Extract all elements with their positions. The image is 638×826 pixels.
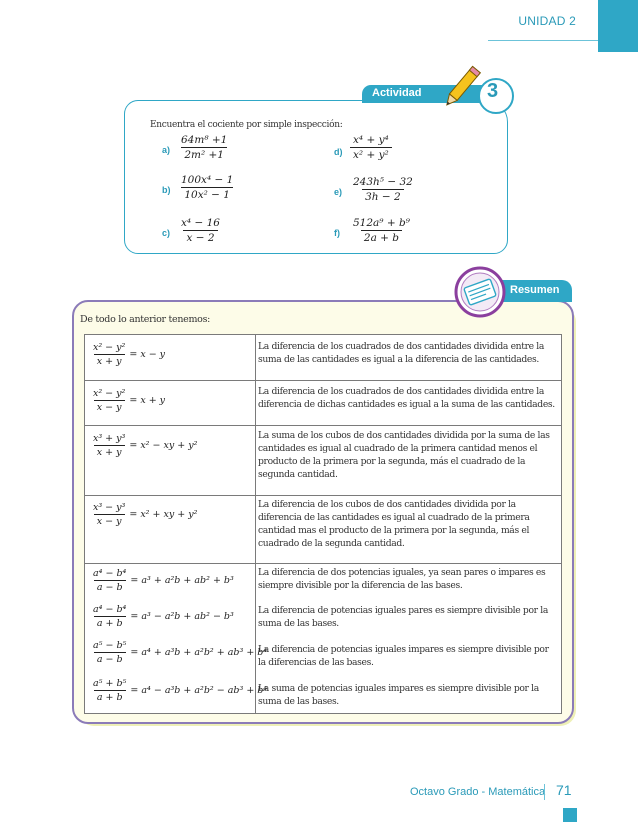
exercise-c-numerator: x⁴ − 16 [181, 217, 220, 229]
exercise-f-label: f) [334, 228, 340, 238]
row-2-result: = x + y [129, 395, 166, 406]
row-5-result: = a³ + a²b + ab² + b³ [130, 575, 234, 586]
row-3-denominator: x + y [94, 445, 125, 458]
summary-notes-icon [454, 266, 506, 318]
exercise-c-denominator: x − 2 [183, 230, 217, 244]
row-7-result: = a⁴ + a³b + a²b² + ab³ + b⁴ [130, 647, 268, 658]
table-divider [85, 563, 561, 564]
row-1-description: La diferencia de los cuadrados de dos cantidades dividida entre la suma de las cantidades es igual a la diferencia de las cantidades. [258, 341, 544, 365]
exercise-f-fraction [350, 217, 413, 244]
row-3-result: = x² − xy + y² [129, 440, 198, 451]
row-7-denominator: a − b [94, 652, 126, 665]
row-7-description: La diferencia de potencias iguales impares es siempre divisible por la diferencias de las bases. [258, 644, 549, 668]
row-5-numerator: a⁴ − b⁴ [93, 568, 127, 579]
exercise-c-label: c) [162, 228, 171, 238]
row-7-numerator: a⁵ − b⁵ [93, 640, 127, 651]
row-7-fraction [90, 640, 129, 665]
activity-number: 3 [487, 80, 499, 102]
table-divider [85, 495, 561, 496]
exercise-e-denominator: 3h − 2 [362, 189, 404, 203]
row-5-fraction [90, 568, 129, 593]
exercise-d-label: d) [334, 147, 343, 157]
table-divider [85, 380, 561, 381]
row-2-description: La diferencia de los cuadrados de dos cantidades dividida entre la diferencia de dichas cantidades es igual a la suma de las cantidades. [258, 386, 555, 410]
exercise-b-label: b) [162, 185, 171, 195]
exercise-f-denominator: 2a + b [361, 230, 402, 244]
row-3-fraction [90, 433, 128, 458]
exercise-b-numerator: 100x⁴ − 1 [181, 174, 234, 186]
table-row [90, 502, 197, 527]
row-2-fraction [90, 388, 128, 413]
unit-title: UNIDAD 2 [518, 14, 576, 28]
exercise-e-label: e) [334, 187, 343, 197]
table-row [90, 640, 267, 665]
summary-label: Resumen [510, 284, 560, 296]
table-row [90, 568, 234, 593]
row-1-numerator: x² − y² [93, 342, 126, 353]
row-8-denominator: a + b [94, 690, 126, 703]
table-row [90, 342, 165, 367]
exercise-d-fraction [350, 134, 392, 161]
row-3-numerator: x³ + y³ [93, 433, 126, 444]
exercise-d-numerator: x⁴ + y⁴ [353, 134, 389, 146]
exercise-a-label: a) [162, 145, 171, 155]
row-6-fraction [90, 604, 129, 629]
row-1-result: = x − y [129, 349, 166, 360]
row-4-description: La diferencia de los cubos de dos cantidades dividida por la diferencia de las cantidades es igual al cuadrado de la primera cantidad mas el producto de la primera por la segunda, más el cuadrado de la segunda cantidad. [258, 499, 530, 549]
row-6-result: = a³ − a²b + ab² − b³ [130, 611, 234, 622]
row-8-numerator: a⁵ + b⁵ [93, 678, 127, 689]
row-4-fraction [90, 502, 128, 527]
exercise-a-numerator: 64m⁸ +1 [181, 134, 228, 146]
exercise-e-fraction [350, 176, 416, 203]
corner-block [598, 0, 638, 52]
row-4-result: = x² + xy + y² [129, 509, 198, 520]
row-4-denominator: x − y [94, 514, 125, 527]
row-3-description: La suma de los cubos de dos cantidades dividida por la suma de las cantidades es igual al cuadrado de la primera cantidad menos el producto de la primera por la segunda, más el cuadrado de la segunda cantidad. [258, 430, 550, 480]
row-6-denominator: a + b [94, 616, 126, 629]
summary-intro: De todo lo anterior tenemos: [80, 314, 211, 325]
row-8-description: La suma de potencias iguales impares es siempre divisible por la suma de las bases. [258, 683, 539, 707]
page-number: 71 [556, 782, 572, 798]
row-5-denominator: a − b [94, 580, 126, 593]
row-6-numerator: a⁴ − b⁴ [93, 604, 127, 615]
table-divider [85, 425, 561, 426]
header-rule [488, 40, 600, 41]
table-row [90, 433, 197, 458]
row-4-numerator: x³ − y³ [93, 502, 126, 513]
table-row [90, 678, 267, 703]
footer-square [563, 808, 577, 822]
exercise-a-fraction [178, 134, 230, 161]
row-8-result: = a⁴ − a³b + a²b² − ab³ + b⁴ [130, 685, 268, 696]
row-2-numerator: x² − y² [93, 388, 126, 399]
exercise-d-denominator: x² + y² [350, 147, 392, 161]
exercise-f-numerator: 512a⁹ + b⁹ [353, 217, 410, 229]
footer-divider [544, 784, 545, 800]
row-1-fraction [90, 342, 128, 367]
row-2-denominator: x − y [94, 400, 125, 413]
exercise-a-denominator: 2m² +1 [181, 147, 227, 161]
row-5-description: La diferencia de dos potencias iguales, ya sean pares o impares es siempre divisible por la diferencia de las bases. [258, 567, 546, 591]
activity-label: Actividad [372, 87, 422, 99]
exercise-b-denominator: 10x² − 1 [181, 187, 233, 201]
row-1-denominator: x + y [94, 354, 125, 367]
row-6-description: La diferencia de potencias iguales pares es siempre divisible por la suma de las bases. [258, 605, 548, 629]
pencil-icon [440, 62, 482, 114]
exercise-b-fraction [178, 174, 236, 201]
activity-instruction: Encuentra el cociente por simple inspección: [150, 120, 343, 130]
footer-text: Octavo Grado - Matemática [410, 786, 546, 798]
table-row [90, 388, 165, 413]
exercise-e-numerator: 243h⁵ − 32 [353, 176, 413, 188]
table-row [90, 604, 234, 629]
row-8-fraction [90, 678, 129, 703]
exercise-c-fraction [178, 217, 223, 244]
